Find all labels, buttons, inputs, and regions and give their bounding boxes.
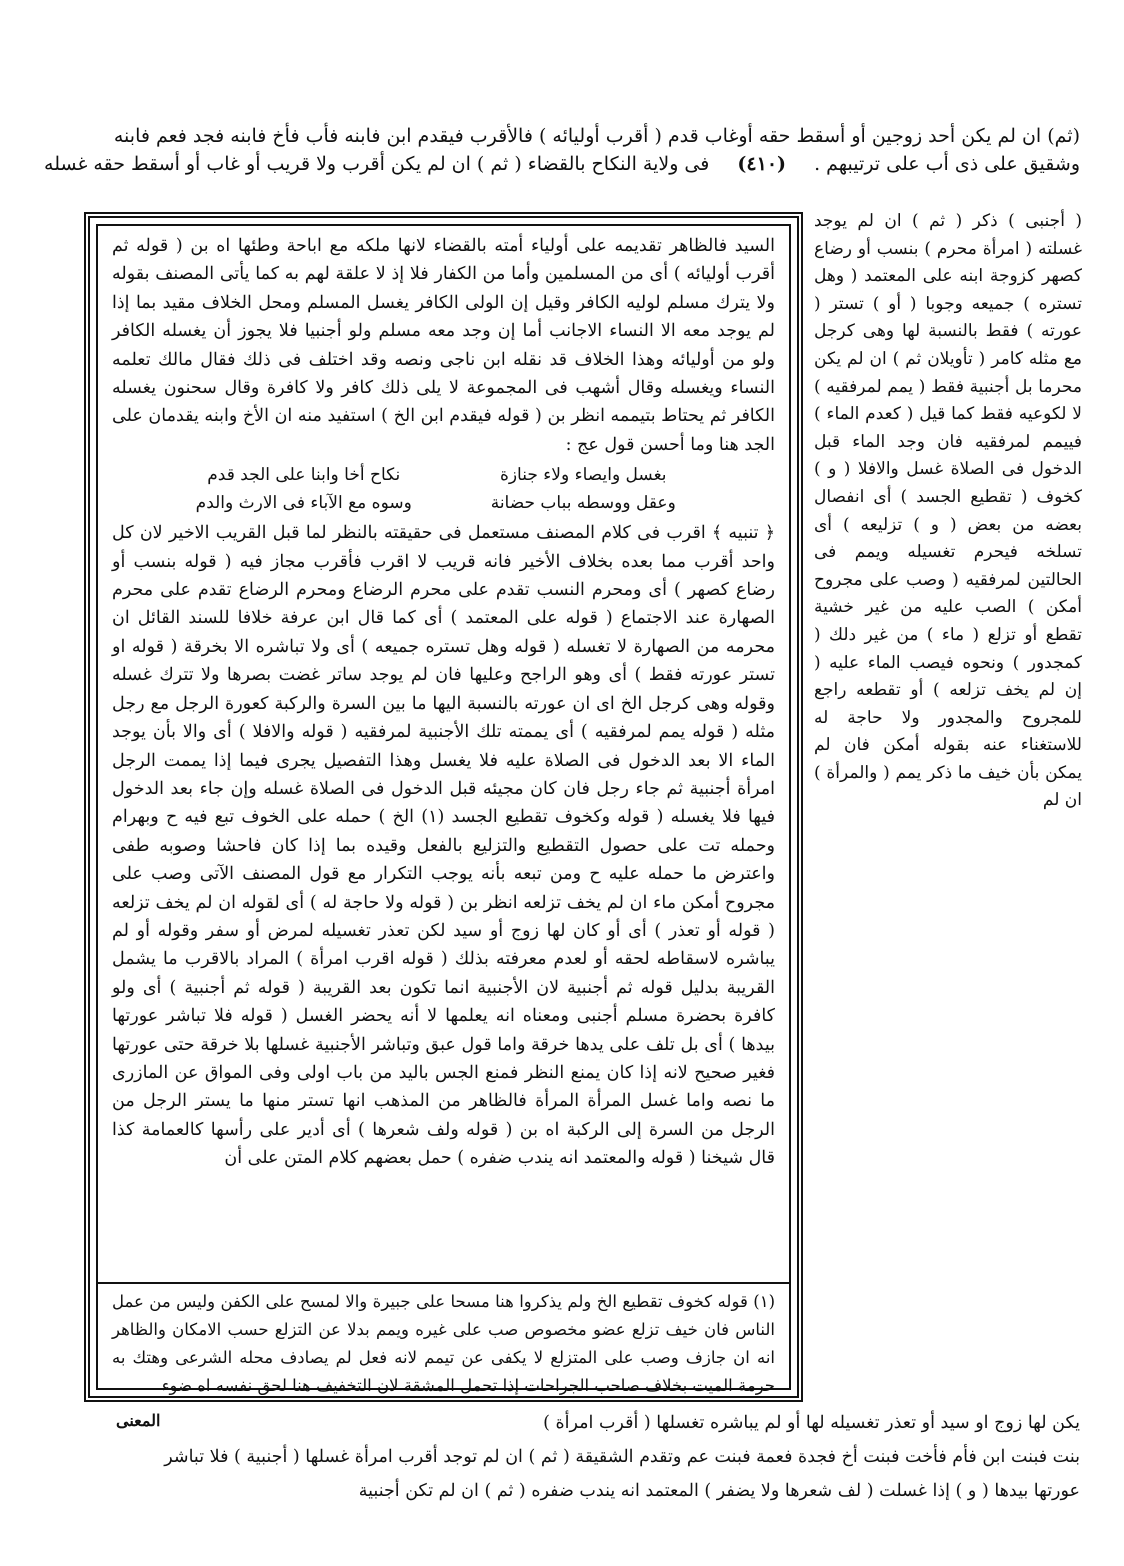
verse-block: [172, 461, 715, 517]
commentary-frame-inner: [96, 224, 791, 1395]
page-number: (٤١٠): [737, 153, 787, 175]
footnote-1: (١) قوله كخوف تقطيع الخ ولم يذكروا هنا مسحا على جبيرة والا لمسح على الكفن وليس من عمل الناس فان خيف تزلع عضو مخصوص صب على غيره ويمم بدلا عن التزلع حسب الامكان والظاهر انه ان جازف وصب على المتزلع لا يكفى عن تيمم لانه فعل لم يصادف محله الشرعى وهتك به حرمة الميت بخلاف صاحب الجراحات إذا تحمل المشقة لان التخفيف هنا لحق نفسه اه ضوء: [112, 1292, 776, 1395]
verse-2-first-hemistich: وعقل ووسطه بباب حضانة: [490, 493, 676, 514]
commentary-body: [112, 232, 775, 1277]
marginal-matn: [814, 208, 1082, 1438]
matn-bottom-line-1: يكن لها زوج او سيد أو تعذر تغسيله لها أو لم يباشره تغسلها ( أقرب امرأة ): [543, 1413, 1080, 1433]
matn-bottom-line-2: بنت فبنت ابن فأم فأخت فبنت أخ فجدة فعمة فبنت عم وتقدم الشقيقة ( ثم ) ان لم توجد أقرب امرأة غسلها ( أجنبية ) فلا تباشر: [164, 1447, 1080, 1467]
commentary-frame: [84, 212, 803, 1402]
matn-line-2-end: فى ولاية النكاح بالقضاء ( ثم ) ان لم يكن أقرب ولا قريب أو غاب أو أسقط حقه غسله: [44, 153, 710, 175]
matn-line-2: [44, 150, 1080, 178]
catchword: المعنى: [116, 1411, 161, 1430]
matn-bottom: [44, 1406, 1080, 1508]
footnote-divider: [98, 1282, 789, 1284]
matn-top: [44, 122, 1080, 178]
verse-1-first-hemistich: بغسل وايصاء ولاء جنازة: [499, 465, 667, 486]
marginal-text: ( أجنبى ) ذكر ( ثم ) ان لم يوجد غسلته ( امرأة محرم ) بنسب أو رضاع كصهر كزوجة ابنه على المعتمد ( وهل تستره ) جميعه وجوبا ( أو ) تستر ( عورته ) فقط بالنسبة لها وهى كرجل مع مثله كامر ( تأويلان ثم ) ان لم يكن محرما بل أجنبية فقط ( يمم لمرفقيه ) لا لكوعيه فقط كما قيل ( كعدم الماء ) فييمم لمرفقيه فان وجد الماء قبل الدخول فى الصلاة غسل والافلا ( و ) كخوف ( تقطيع الجسد ) أى انفصال بعضه من بعض ( و ) تزليعه ) أى تسلخه فيحرم تغسيله ويمم فى الحالتين لمرفقيه ( وصب على مجروح أمكن ) الصب عليه من غير خشية تقطع أو تزلع ( ماء ) من غير دلك ( كمجدور ) ونحوه فيصب الماء عليه ( إن لم يخف تزلعه ) أو تقطعه راجع للمجروح والمجدور ولا حاجة له للاستغناء عنه بقوله أمكن فان لم يمكن بأن خيف ما ذكر يمم ( والمرأة ) ان لم: [814, 211, 1082, 811]
matn-bottom-line-3: عورتها بيدها ( و ) إذا غسلت ( لف شعرها ولا يضفر ) المعتمد انه يندب ضفره ( ثم ) ان لم تكن أجنبية: [358, 1481, 1080, 1501]
matn-line-1: (ثم) ان لم يكن أحد زوجين أو أسقط حقه أوغاب قدم ( أقرب أوليائه ) فالأقرب فيقدم ابن فابنه فأب فأخ فابنه فجد فعم فابنه: [113, 125, 1080, 147]
matn-line-2-start: وشقيق على ذى أب على ترتيبهم .: [814, 153, 1080, 175]
commentary-paragraph: ﴿ تنبيه ﴾ اقرب فى كلام المصنف مستعمل فى حقيقته بالنظر لما قبل القريب الاخير لان كل واحد أقرب مما بعده بخلاف الأخير فانه قريب لا اقرب فأقرب مجاز فيه ( قوله بنسب أو رضاع كصهر ) أى ومحرم النسب تقدم على محرم الرضاع ومحرم الرضاع تقدم على محرم الصهارة عند الاجتماع ( قوله على المعتمد ) أى كما قال ابن عرفة خلافا للسند القائل ان محرمه من الصهارة لا تغسله ( قوله وهل تستره جميعه ) أى ولا تباشره الا بخرقة ( قوله او تستر عورته فقط ) أى وهو الراجح وعليها فان لم يوجد ساتر غضت بصرها ولا تترك غسله وقوله وهى كرجل الخ اى ان عورته بالنسبة اليها ما بين السرة والركبة كعورة الرجل مع رجل مثله ( قوله يمم لمرفقيه ) أى يممته تلك الأجنبية لمرفقيه ( قوله والافلا ) أى والا بأن يوجد الماء الا بعد الدخول فى الصلاة عليه فلا يغسل وهذا التفصيل يجرى فيما إذا يممت الرجل امرأة أجنبية ثم جاء رجل فان كان مجيئه قبل الدخول فى الصلاة غسله وإن جاء بعد الدخول فيها فلا يغسله ( قوله وكخوف تقطيع الجسد (١) الخ ) حمله على الخوف تبع فيه ح وبهرام وحمله تت على حصول التقطيع والتزليع بالفعل وقيده بما إذا كان فاحشا وصوبه طفى واعترض ما حمله عليه ح ومن تبعه بأنه يوجب التكرار مع قول المصنف الآتى وصب على مجروح أمكن ماء ان لم يخف تزلعه انظر بن ( قوله ولا حاجة له ) أى لقوله ان لم يخف تزلعه ( قوله أو تعذر ) أى أو كان لها زوج أو سيد لكن تعذر تغسيله لمرض أو سفر وقوله أو لم يباشره لاسقاطه لحقه أو لعدم معرفته بذلك ( قوله اقرب امرأة ) المراد بالاقرب ما يشمل القريبة بدليل قوله ثم أجنبية لان الأجنبية انما تكون بعد القريبة ( قوله ثم أجنبية ) أى ولو كافرة بحضرة مسلم أجنبى ومعناه انه يعلمها لا أنه يحضر الغسل ( قوله فلا تباشر عورتها بيدها ) أى بل تلف على يدها خرقة واما قول عبق وتباشر الأجنبية غسلها بلا خرقة حتى عورتها فغير صحيح لانه إذا كان يمنع النظر فمنع الجس باليد من باب اولى وفى المواق عن المازرى ما نصه واما غسل المرأة المرأة فالظاهر من المذهب انها تستر منها ما يستر الرجل من الرجل من السرة إلى الركبة اه بن ( قوله ولف شعرها ) أى أدير على رأسها كالعمامة كذا قال شيخنا ( قوله والمعتمد انه يندب ضفره ) حمل بعضهم كلام المتن على أن: [112, 523, 775, 1169]
footnotes: [112, 1288, 776, 1395]
verse-1-second-hemistich: نكاح أخا وابنا على الجد قدم: [207, 465, 401, 486]
commentary-paragraph: السيد فالظاهر تقديمه على أولياء أمته بالقضاء لانها ملكه مع اباحة وطئها اه بن ( قوله ثم أقرب أوليائه ) أى من المسلمين وأما من الكفار فلا إذ لا علقة لهم به كما يأتى المصنف بقوله ولا يترك مسلم لوليه الكافر وقيل إن الولى الكافر يغسل المسلم ومحل الخلاف مقيد بما إذا لم يوجد معه الا النساء الاجانب أما إن وجد معه مسلم ولو أجنبيا فلا يجوز أن يغسله الكافر ولو من أوليائه وهذا الخلاف قد نقله ابن ناجى ونصه وقد اختلف فى ذلك فقال مالك تعلمه النساء ويغسله وقال أشهب فى المجموعة لا يلى ذلك كافر ولا كافرة وقال سحنون يغسله الكافر ثم يحتاط بتيممه انظر بن ( قوله فيقدم ابن الخ ) استفيد منه ان الأخ وابنه يقدمان على الجد هنا وما أحسن قول عج :: [112, 236, 775, 455]
verse-2-second-hemistich: وسوه مع الآباء فى الارث والدم: [195, 493, 412, 514]
